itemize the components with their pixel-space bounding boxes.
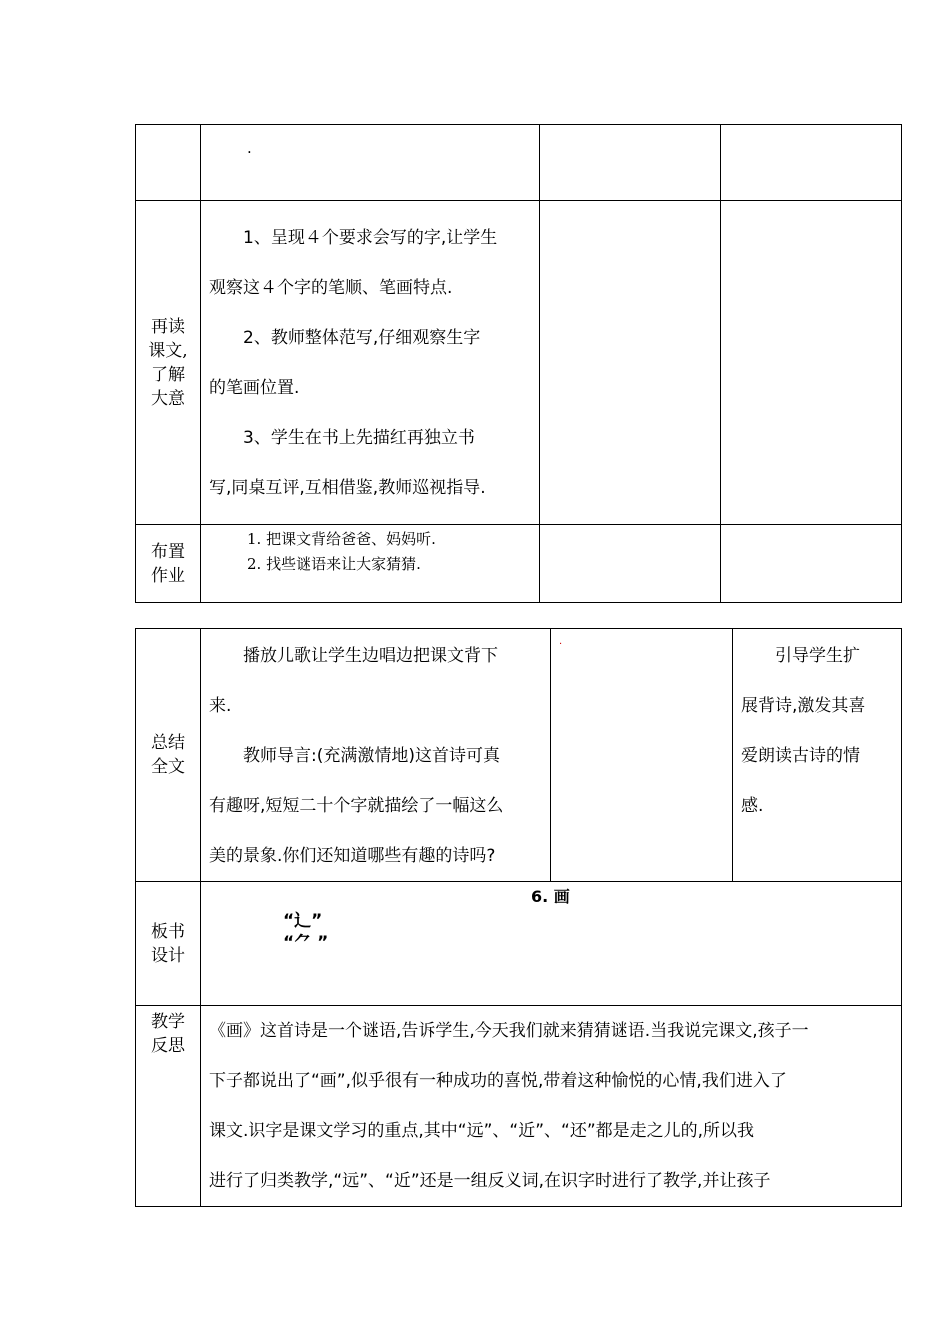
homework-content: [201, 525, 540, 603]
red-mark: ·: [559, 639, 563, 650]
text-line: 的笔画位置.: [209, 377, 300, 398]
table-row: [136, 629, 902, 882]
empty-cell: [136, 125, 201, 201]
mark-cell: [551, 629, 733, 882]
text-line: “辶”: [283, 911, 323, 931]
text-line: 下子都说出了“画”,似乎很有一种成功的喜悦,带着这种愉悦的心情,我们进入了: [209, 1071, 787, 1091]
text-line: 2、教师整体范写,仔细观察生字: [243, 327, 481, 348]
text-line: 3、学生在书上先描红再独立书: [243, 427, 475, 448]
summary-content: [201, 629, 551, 882]
text-line: 有趣呀,短短二十个字就描绘了一幅这么: [209, 796, 504, 816]
text-line: 观察这４个字的笔顺、笔画特点.: [209, 277, 453, 298]
text-line: 展背诗,激发其喜: [741, 696, 866, 716]
board-title: 6. 画: [531, 887, 570, 906]
empty-cell: [540, 125, 721, 201]
table-row: [136, 525, 902, 603]
text-line: 课文.识字是课文学习的重点,其中“远”、“近”、“还”都是走之儿的,所以我: [209, 1121, 755, 1141]
board-lines: [283, 910, 328, 954]
reread-content: [201, 201, 540, 525]
board-design-content: [201, 882, 902, 1006]
section-label-homework: 布置 作业: [136, 525, 201, 603]
lesson-table-1: [135, 124, 902, 603]
section-label-reread: 再读 课文, 了解 大意: [136, 201, 201, 525]
stray-dot: .: [247, 139, 252, 157]
empty-cell: [721, 525, 902, 603]
table-row: [136, 882, 902, 1006]
text-line: 感.: [741, 796, 764, 816]
empty-cell: [721, 201, 902, 525]
text-line: 进行了归类教学,“远”、“近”还是一组反义词,在识字时进行了教学,并让孩子: [209, 1171, 771, 1191]
content-cell: [201, 125, 540, 201]
list-item: 2. 找些谜语来让大家猜猜.: [247, 555, 421, 573]
lesson-table-2: [135, 628, 902, 1207]
table-row: [136, 125, 902, 201]
reflection-content: [201, 1006, 902, 1207]
empty-cell: [540, 201, 721, 525]
section-label-summary: 总结 全文: [136, 629, 201, 882]
text-line: 《画》这首诗是一个谜语,告诉学生,今天我们就来猜猜谜语.当我说完课文,孩子一: [209, 1021, 809, 1041]
text-line: 1、呈现４个要求会写的字,让学生: [243, 227, 498, 248]
empty-cell: [540, 525, 721, 603]
text-line: 教师导言:(充满激情地)这首诗可真: [243, 746, 500, 766]
list-item: 1. 把课文背给爸爸、妈妈听.: [247, 530, 436, 548]
section-label-reflection: 教学 反思: [136, 1006, 201, 1207]
empty-cell: [721, 125, 902, 201]
text-line: 美的景象.你们还知道哪些有趣的诗吗?: [209, 846, 496, 866]
summary-note: [733, 629, 902, 882]
text-line: 来.: [209, 696, 232, 716]
table-row: [136, 1006, 902, 1207]
text-line: “⺈ ”: [283, 933, 329, 953]
table-row: [136, 201, 902, 525]
section-label-board: 板书 设计: [136, 882, 201, 1006]
text-line: 爱朗读古诗的情: [741, 746, 860, 766]
text-line: 写,同桌互评,互相借鉴,教师巡视指导.: [209, 477, 486, 498]
text-line: 播放儿歌让学生边唱边把课文背下: [243, 646, 498, 666]
text-line: 引导学生扩: [775, 646, 860, 666]
